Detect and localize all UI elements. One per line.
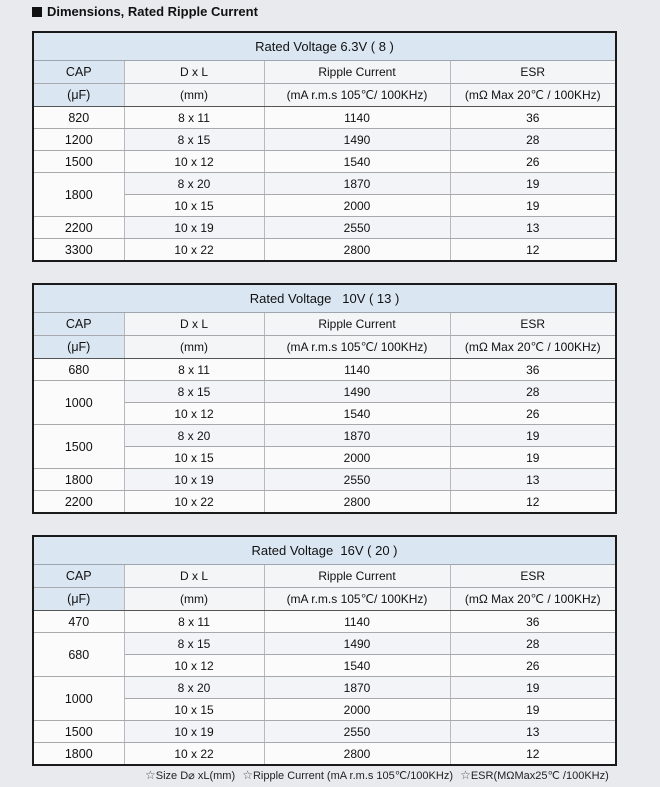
cap-cell: 3300	[33, 239, 124, 262]
size-cell: 10 x 19	[124, 721, 264, 743]
cap-unit: (μF)	[33, 588, 124, 611]
ripple-cell: 2000	[264, 447, 450, 469]
size-cell: 8 x 15	[124, 129, 264, 151]
cap-cell: 1500	[33, 721, 124, 743]
star-icon: ☆	[145, 768, 156, 782]
footnote-ripple	[242, 770, 453, 782]
dxl-header: D x L	[124, 313, 264, 336]
table-row	[33, 743, 616, 766]
cap-cell: 1200	[33, 129, 124, 151]
esr-cell: 12	[450, 239, 616, 262]
cap-header: CAP	[33, 565, 124, 588]
size-cell: 8 x 11	[124, 611, 264, 633]
ripple-cell: 2000	[264, 195, 450, 217]
esr-cell: 12	[450, 491, 616, 514]
esr-unit: (mΩ Max 20℃ / 100KHz)	[450, 336, 616, 359]
footnote-size-text: Size D⌀ xL(mm)	[155, 770, 236, 782]
esr-cell: 36	[450, 359, 616, 381]
footnote-esr	[460, 770, 609, 782]
size-cell: 8 x 11	[124, 359, 264, 381]
cap-cell: 2200	[33, 491, 124, 514]
esr-cell: 36	[450, 107, 616, 129]
esr-cell: 19	[450, 677, 616, 699]
size-cell: 10 x 12	[124, 403, 264, 425]
ripple-cell: 2800	[264, 743, 450, 766]
ripple-unit: (mA r.m.s 105℃/ 100KHz)	[264, 336, 450, 359]
size-cell: 10 x 22	[124, 743, 264, 766]
table-row	[33, 677, 616, 699]
ripple-unit: (mA r.m.s 105℃/ 100KHz)	[264, 588, 450, 611]
table-row	[33, 491, 616, 514]
table-row	[33, 611, 616, 633]
esr-cell: 13	[450, 469, 616, 491]
ripple-cell: 1870	[264, 425, 450, 447]
footnote-ripple-text: Ripple Current (mA r.m.s 105℃/100KHz)	[252, 770, 453, 782]
esr-unit: (mΩ Max 20℃ / 100KHz)	[450, 588, 616, 611]
footnote-esr-text: ESR(MΩMax25℃ /100KHz)	[470, 770, 609, 782]
ripple-header: Ripple Current	[264, 313, 450, 336]
rated-voltage-10v-table	[32, 283, 617, 514]
esr-header: ESR	[450, 565, 616, 588]
table-row	[33, 151, 616, 173]
size-cell: 10 x 19	[124, 469, 264, 491]
esr-cell: 26	[450, 655, 616, 677]
bullet-square-icon	[32, 7, 42, 17]
size-cell: 10 x 15	[124, 699, 264, 721]
cap-unit: (μF)	[33, 336, 124, 359]
ripple-cell: 1490	[264, 633, 450, 655]
table-row	[33, 173, 616, 195]
size-cell: 8 x 20	[124, 425, 264, 447]
ripple-cell: 2000	[264, 699, 450, 721]
cap-cell: 1800	[33, 469, 124, 491]
size-cell: 8 x 15	[124, 633, 264, 655]
table-row	[33, 425, 616, 447]
table-row	[33, 721, 616, 743]
size-cell: 8 x 20	[124, 677, 264, 699]
esr-cell: 19	[450, 425, 616, 447]
ripple-cell: 1540	[264, 403, 450, 425]
cap-cell: 1800	[33, 743, 124, 766]
cap-unit: (μF)	[33, 84, 124, 107]
ripple-cell: 1140	[264, 107, 450, 129]
cap-cell: 1000	[33, 381, 124, 425]
cap-cell: 1000	[33, 677, 124, 721]
esr-cell: 19	[450, 195, 616, 217]
table-title: Rated Voltage 10V ( 13 )	[33, 284, 616, 313]
esr-cell: 28	[450, 633, 616, 655]
table-row	[33, 469, 616, 491]
esr-cell: 12	[450, 743, 616, 766]
size-cell: 10 x 22	[124, 239, 264, 262]
esr-cell: 26	[450, 151, 616, 173]
ripple-cell: 1540	[264, 151, 450, 173]
size-cell: 10 x 22	[124, 491, 264, 514]
ripple-cell: 1140	[264, 611, 450, 633]
dxl-unit: (mm)	[124, 336, 264, 359]
rated-voltage-16v-table	[32, 535, 617, 766]
ripple-header: Ripple Current	[264, 565, 450, 588]
ripple-header: Ripple Current	[264, 61, 450, 84]
size-cell: 10 x 12	[124, 655, 264, 677]
table-row	[33, 633, 616, 655]
esr-cell: 13	[450, 217, 616, 239]
esr-cell: 36	[450, 611, 616, 633]
ripple-cell: 2550	[264, 721, 450, 743]
size-cell: 10 x 15	[124, 447, 264, 469]
ripple-cell: 1870	[264, 677, 450, 699]
ripple-cell: 1490	[264, 381, 450, 403]
table-row	[33, 359, 616, 381]
esr-cell: 19	[450, 173, 616, 195]
star-icon: ☆	[460, 768, 471, 782]
cap-cell: 820	[33, 107, 124, 129]
esr-header: ESR	[450, 61, 616, 84]
cap-cell: 2200	[33, 217, 124, 239]
esr-cell: 19	[450, 699, 616, 721]
table-title: Rated Voltage 16V ( 20 )	[33, 536, 616, 565]
table-row	[33, 129, 616, 151]
cap-cell: 1500	[33, 151, 124, 173]
section-title: Dimensions, Rated Ripple Current	[47, 4, 258, 19]
esr-cell: 28	[450, 381, 616, 403]
table-title: Rated Voltage 6.3V ( 8 )	[33, 32, 616, 61]
star-icon: ☆	[242, 768, 253, 782]
cap-cell: 470	[33, 611, 124, 633]
size-cell: 10 x 19	[124, 217, 264, 239]
ripple-cell: 1540	[264, 655, 450, 677]
cap-cell: 1800	[33, 173, 124, 217]
dxl-unit: (mm)	[124, 588, 264, 611]
ripple-cell: 2550	[264, 217, 450, 239]
rated-voltage-6-3v-table	[32, 31, 617, 262]
esr-cell: 28	[450, 129, 616, 151]
esr-header: ESR	[450, 313, 616, 336]
esr-unit: (mΩ Max 20℃ / 100KHz)	[450, 84, 616, 107]
cap-cell: 680	[33, 633, 124, 677]
ripple-unit: (mA r.m.s 105℃/ 100KHz)	[264, 84, 450, 107]
ripple-cell: 1490	[264, 129, 450, 151]
table-row	[33, 217, 616, 239]
ripple-cell: 2550	[264, 469, 450, 491]
cap-cell: 680	[33, 359, 124, 381]
size-cell: 8 x 15	[124, 381, 264, 403]
size-cell: 8 x 20	[124, 173, 264, 195]
ripple-cell: 2800	[264, 239, 450, 262]
dxl-unit: (mm)	[124, 84, 264, 107]
table-row	[33, 107, 616, 129]
footnote	[145, 768, 613, 782]
cap-header: CAP	[33, 313, 124, 336]
size-cell: 8 x 11	[124, 107, 264, 129]
ripple-cell: 1870	[264, 173, 450, 195]
dxl-header: D x L	[124, 565, 264, 588]
size-cell: 10 x 15	[124, 195, 264, 217]
table-row	[33, 381, 616, 403]
table-row	[33, 239, 616, 262]
ripple-cell: 2800	[264, 491, 450, 514]
size-cell: 10 x 12	[124, 151, 264, 173]
dxl-header: D x L	[124, 61, 264, 84]
esr-cell: 26	[450, 403, 616, 425]
section-heading	[32, 4, 258, 19]
esr-cell: 13	[450, 721, 616, 743]
ripple-cell: 1140	[264, 359, 450, 381]
cap-header: CAP	[33, 61, 124, 84]
footnote-size	[145, 770, 235, 782]
cap-cell: 1500	[33, 425, 124, 469]
esr-cell: 19	[450, 447, 616, 469]
